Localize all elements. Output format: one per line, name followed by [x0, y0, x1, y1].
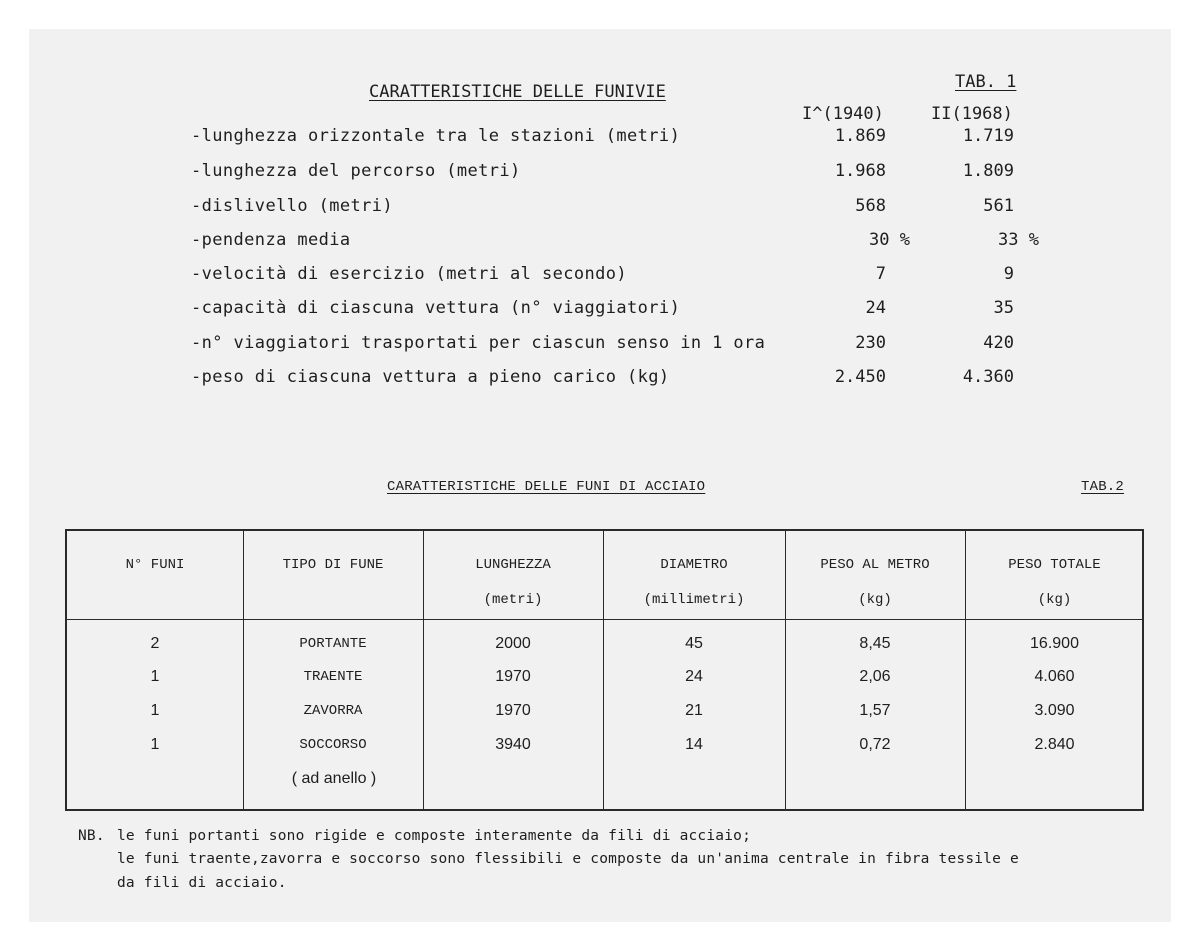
cell-tipo-fune: TRAENTE [303, 669, 363, 685]
cell-n-funi: 1 [150, 668, 160, 685]
table1-value-1968: 1.719 [962, 126, 1014, 146]
cell-peso-metro: 1,57 [859, 702, 891, 719]
table1-value-1940: 230 [855, 333, 886, 353]
cell-n-funi: 1 [150, 702, 160, 719]
cell-peso-metro: 2,06 [859, 668, 891, 685]
cables-table [65, 529, 1144, 811]
table1-label: TAB. 1 [955, 72, 1017, 92]
table2-title: CARATTERISTICHE DELLE FUNI DI ACCIAIO [387, 479, 706, 495]
table2-header-label: DIAMETRO [660, 557, 728, 573]
table1-row-label: -velocità di esercizio (metri al secondo) [191, 264, 628, 284]
cell-peso-totale: 3.090 [1034, 702, 1075, 719]
table1-value-1968: 1.809 [962, 161, 1014, 181]
cell-peso-totale: 4.060 [1034, 668, 1075, 685]
column-header-1940: I^(1940) [802, 104, 884, 124]
cell-lunghezza: 3940 [495, 736, 531, 753]
cell-diametro: 14 [685, 736, 703, 753]
table1-value-1940: 2.450 [834, 367, 886, 387]
cell-lunghezza: 2000 [495, 635, 531, 652]
table1-row-label: -capacità di ciascuna vettura (n° viaggiatori) [191, 298, 681, 318]
cell-diametro: 24 [685, 668, 703, 685]
cell-peso-metro: 8,45 [859, 635, 891, 652]
header-divider [67, 619, 1142, 620]
cell-peso-metro: 0,72 [859, 736, 891, 753]
table1-value-1940: 24 [865, 298, 886, 318]
table2-header-unit: (kg) [858, 592, 892, 608]
table1-value-1968: 420 [983, 333, 1014, 353]
table2-header-label: LUNGHEZZA [475, 557, 551, 573]
table2-header-unit: (millimetri) [643, 592, 745, 608]
table1-value-1968: 4.360 [962, 367, 1014, 387]
cell-diametro: 21 [685, 702, 703, 719]
table1-title: CARATTERISTICHE DELLE FUNIVIE [369, 82, 666, 102]
cell-lunghezza: 1970 [495, 702, 531, 719]
table1-value-1940: 1.869 [834, 126, 886, 146]
table1-value-1968: 35 [993, 298, 1014, 318]
cell-tipo-fune: SOCCORSO [299, 737, 367, 753]
table2-header-label: PESO AL METRO [820, 557, 930, 573]
table1-row-label: -lunghezza orizzontale tra le stazioni (metri) [191, 126, 681, 146]
table2-header-label: TIPO DI FUNE [282, 557, 384, 573]
note-prefix: NB. [78, 828, 105, 844]
table1-value-1940: 30 % [869, 230, 910, 250]
cell-peso-totale: 2.840 [1034, 736, 1075, 753]
table1-row-label: -dislivello (metri) [191, 196, 394, 216]
table1-row-label: -n° viaggiatori trasportati per ciascun senso in 1 ora [191, 333, 766, 353]
cell-diametro: 45 [685, 635, 703, 652]
table2-header-label: N° FUNI [125, 557, 185, 573]
table1-row-label: -lunghezza del percorso (metri) [191, 161, 521, 181]
table2-label: TAB.2 [1081, 479, 1125, 495]
table1-value-1940: 568 [855, 196, 886, 216]
cell-n-funi: 1 [150, 736, 160, 753]
column-header-1968: II(1968) [931, 104, 1013, 124]
table1-row-label: -pendenza media [191, 230, 351, 250]
table2-header-label: PESO TOTALE [1008, 557, 1101, 573]
table1-value-1968: 33 % [998, 230, 1039, 250]
table1-value-1968: 561 [983, 196, 1014, 216]
tipo-note: ( ad anello ) [291, 770, 377, 787]
table1-value-1968: 9 [1003, 264, 1014, 284]
cell-lunghezza: 1970 [495, 668, 531, 685]
table1-value-1940: 7 [875, 264, 886, 284]
table1-row-label: -peso di ciascuna vettura a pieno carico (kg) [191, 367, 670, 387]
cell-tipo-fune: PORTANTE [299, 636, 367, 652]
table2-header-unit: (metri) [483, 592, 543, 608]
cell-n-funi: 2 [150, 635, 160, 652]
cell-tipo-fune: ZAVORRA [303, 703, 363, 719]
note-line-1: le funi portanti sono rigide e composte interamente da fili di acciaio; [117, 828, 752, 844]
note-line-3: da fili di acciaio. [117, 875, 287, 891]
table1-value-1940: 1.968 [834, 161, 886, 181]
table2-header-unit: (kg) [1037, 592, 1072, 608]
cell-peso-totale: 16.900 [1030, 635, 1079, 652]
note-line-2: le funi traente,zavorra e soccorso sono flessibili e composte da un'anima centrale in fibra tessile e [117, 851, 1019, 867]
